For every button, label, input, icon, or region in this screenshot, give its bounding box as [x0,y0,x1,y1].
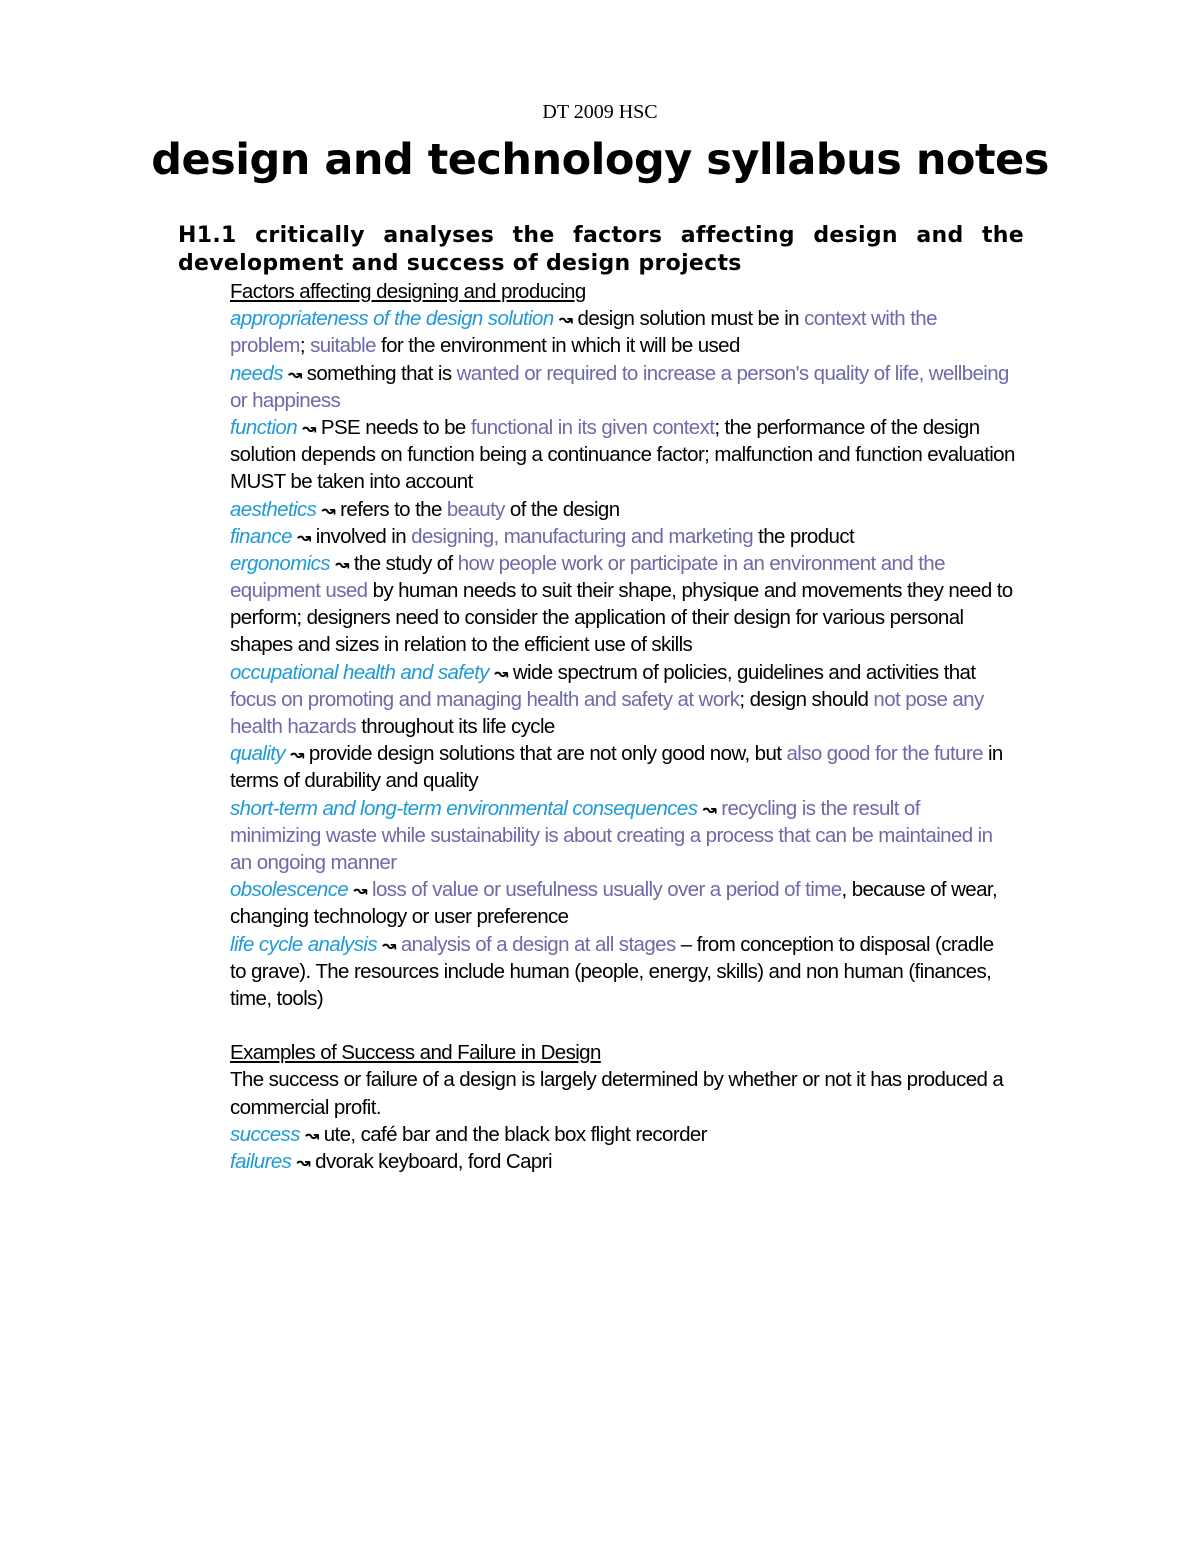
text-segment: changing technology or user preference [230,905,569,929]
text-line [230,523,1030,550]
term-label: quality [230,742,286,766]
text-segment: ; [299,334,311,358]
spacer [230,1012,1030,1039]
text-segment: PSE needs to be [315,415,471,439]
text-line [230,1066,1030,1093]
highlighted-text: designing, manufacturing and marketing [411,524,754,548]
text-line [230,1094,1030,1121]
text-line [230,795,1030,822]
text-segment: for the environment in which it will be used [375,334,740,358]
term-label: failures [230,1150,292,1173]
text-segment: the product [753,524,855,548]
text-line [230,1148,1030,1175]
text-line [230,360,1030,387]
term-label: obsolescence [230,878,349,902]
text-line [230,931,1030,958]
highlighted-text: wanted or required to increase a person's quality of life, wellbeing [456,361,1009,385]
highlighted-text: beauty [446,497,505,521]
highlighted-text: functional in its given context [470,415,715,439]
text-line [230,958,1030,985]
text-line [230,441,1030,468]
text-line [230,985,1030,1012]
text-segment: perform; designers need to consider the application of their design for various personal [230,606,964,630]
text-line [230,631,1030,658]
highlighted-text: analysis of a design at all stages [400,932,676,956]
text-segment: throughout its life cycle [356,715,555,738]
text-line [230,740,1030,767]
text-line [230,468,1030,495]
text-segment: involved in [310,524,412,548]
term-label: ergonomics [230,551,330,575]
highlighted-text: not pose any [873,687,984,711]
term-label: appropriateness of the design solution [230,307,554,331]
text-segment: time, tools) [230,986,324,1010]
text-line [230,550,1030,577]
highlighted-text: recycling is the result of [721,796,920,820]
highlighted-text: also good for the future [786,742,983,766]
highlighted-text: suitable [310,334,376,358]
notes-body [230,278,1030,1175]
text-line [230,713,1030,740]
term-label: success [230,1122,300,1146]
term-label: life cycle analysis [230,932,377,956]
term-label: function [230,415,298,439]
examples-list [230,1066,1030,1175]
text-segment: something that is [301,361,457,385]
squiggle-arrow-icon: ↝ [302,418,316,439]
text-line [230,387,1030,414]
squiggle-arrow-icon: ↝ [558,310,573,331]
term-label: aesthetics [230,497,317,521]
term-label: occupational health and safety [230,660,489,684]
squiggle-arrow-icon: ↝ [702,799,717,820]
text-line [230,849,1030,876]
text-segment: , because of wear, [841,878,998,902]
text-segment: The success or failure of a design is largely determined by whether or not it has produced a [230,1068,1004,1092]
text-line [230,903,1030,930]
squiggle-arrow-icon: ↝ [296,1153,311,1173]
text-segment: dvorak keyboard, ford Capri [310,1150,552,1173]
text-line [230,414,1030,441]
text-segment: provide design solutions that are not only good now, but [303,742,787,766]
squiggle-arrow-icon: ↝ [494,663,508,684]
text-line [230,876,1030,903]
highlighted-text: equipment used [230,579,368,603]
squiggle-arrow-icon: ↝ [290,745,304,766]
highlighted-text: health hazards [230,715,357,738]
text-segment: solution depends on function being a continuance factor; malfunction and function evaluation [230,443,1015,467]
highlighted-text: or happiness [230,388,341,412]
outcome-heading: H1.1 critically analyses the factors affecting design and the development and success of design projects [178,223,1024,276]
text-line [230,332,1030,359]
text-segment: to grave). The resources include human (people, energy, skills) and non human (finances, [230,959,992,983]
squiggle-arrow-icon: ↝ [321,500,336,521]
highlighted-text: loss of value or usefulness usually over a period of time [372,878,842,902]
highlighted-text: minimizing waste while sustainability is about creating a process that can be maintained in [230,823,993,847]
text-segment: commercial profit. [230,1095,381,1119]
text-segment: refers to the [335,497,447,521]
text-line [230,577,1030,604]
text-segment: shapes and sizes in relation to the efficient use of skills [230,633,693,657]
factors-list [230,305,1030,1012]
section-heading-examples: Examples of Success and Failure in Design [230,1041,601,1065]
squiggle-arrow-icon: ↝ [304,1125,319,1146]
page-header: DT 2009 HSC [542,101,658,123]
term-label: finance [230,524,292,548]
text-line [230,822,1030,849]
text-line [230,659,1030,686]
term-label: short-term and long-term environmental consequences [230,796,698,820]
text-segment: the study of [348,551,458,575]
squiggle-arrow-icon: ↝ [287,364,302,385]
text-segment: MUST be taken into account [230,470,473,494]
text-segment: in [982,742,1003,766]
highlighted-text: problem [230,334,300,358]
text-line [230,496,1030,523]
text-segment: ; the performance of the design [714,415,980,439]
text-segment: design solution must be in [572,307,805,331]
text-segment: terms of durability and quality [230,769,479,793]
text-line [230,767,1030,794]
highlighted-text: an ongoing manner [230,850,397,874]
term-label: needs [230,361,283,385]
text-segment: – from conception to disposal (cradle [675,932,994,956]
text-line [230,1121,1030,1148]
squiggle-arrow-icon: ↝ [382,935,396,956]
highlighted-text: focus on promoting and managing health and safety at work [230,687,740,711]
text-line [230,604,1030,631]
text-segment: of the design [504,497,620,521]
highlighted-text: how people work or participate in an environment and the [457,551,945,575]
squiggle-arrow-icon: ↝ [335,554,349,575]
text-segment: by human needs to suit their shape, physique and movements they need to [367,579,1013,603]
squiggle-arrow-icon: ↝ [297,527,311,548]
text-segment: wide spectrum of policies, guidelines and activities that [507,660,976,684]
section-heading-factors: Factors affecting designing and producing [230,280,586,303]
text-line [230,305,1030,332]
highlighted-text: context with the [804,307,937,331]
text-line [230,686,1030,713]
squiggle-arrow-icon: ↝ [353,881,367,902]
text-segment: ute, café bar and the black box flight recorder [318,1122,707,1146]
document-title: design and technology syllabus notes [151,135,1049,185]
text-segment: ; design should [739,687,874,711]
